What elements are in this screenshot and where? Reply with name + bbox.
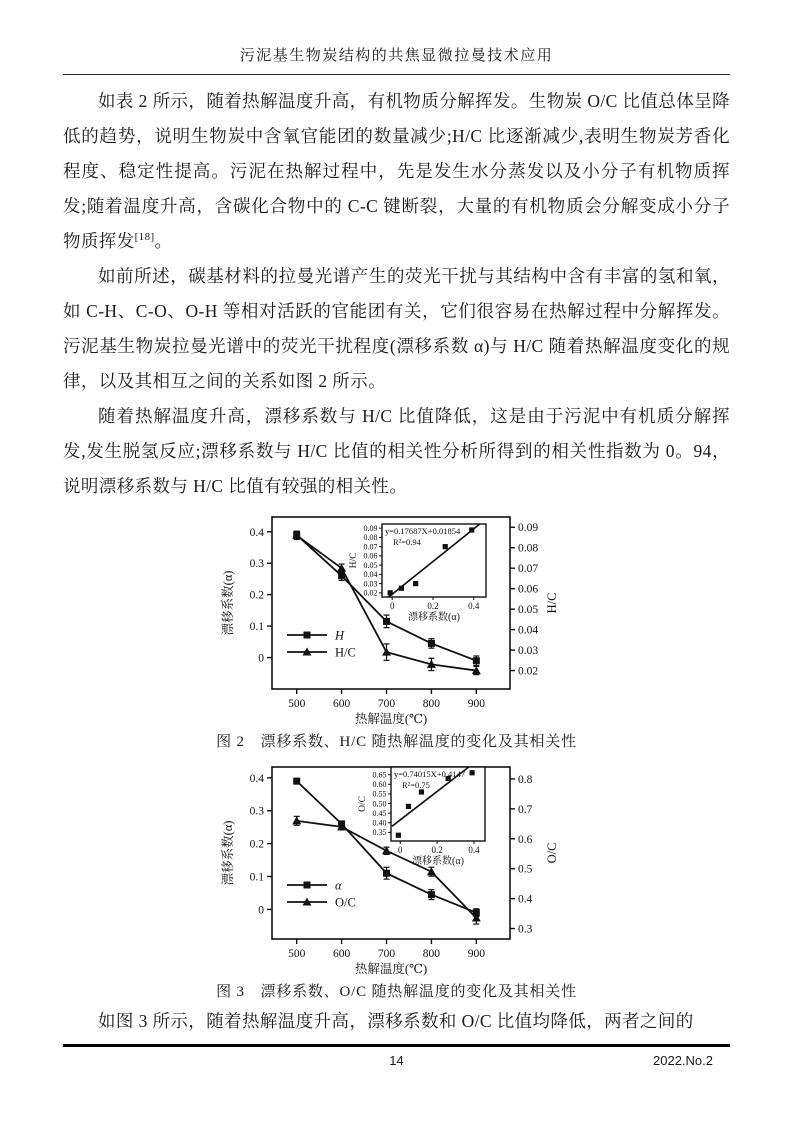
svg-text:0.2: 0.2 (430, 845, 443, 855)
svg-text:0.06: 0.06 (517, 583, 538, 596)
svg-text:0.6: 0.6 (517, 833, 532, 846)
legend (287, 629, 356, 660)
svg-text:0.07: 0.07 (517, 563, 538, 576)
figure-2 (63, 507, 730, 754)
svg-text:0.08: 0.08 (517, 542, 538, 555)
svg-text:0.3: 0.3 (249, 805, 264, 818)
svg-text:0: 0 (257, 652, 264, 665)
svg-text:700: 700 (377, 698, 395, 710)
svg-text:R²=0.94: R²=0.94 (392, 537, 421, 547)
footer-rule (63, 1044, 730, 1047)
svg-text:0.04: 0.04 (363, 570, 377, 580)
right-axis (510, 522, 559, 677)
svg-text:0.4: 0.4 (249, 772, 264, 785)
paragraph-2: 如前所述，碳基材料的拉曼光谱产生的荧光干扰与其结构中含有丰富的氢和氧，如 C-H、C-O、O-H 等相对活跃的官能团有关，它们很容易在热解过程中分解挥发。污泥基生物炭拉曼光谱中的荧光干扰程度(漂移系数 α)与 H/C 随着热解温度变化的规律，以及其相互之间的关系如图 2 所示。 (63, 266, 730, 391)
x-axis (288, 689, 485, 726)
svg-text:0.05: 0.05 (517, 604, 538, 617)
svg-text:H/C: H/C (334, 645, 356, 660)
svg-text:0.1: 0.1 (249, 871, 264, 884)
svg-text:0.5: 0.5 (517, 863, 532, 876)
svg-text:y=0.17687X+0.01854: y=0.17687X+0.01854 (384, 526, 460, 536)
left-axis (220, 773, 272, 917)
svg-text:α: α (334, 878, 342, 893)
svg-text:0.4: 0.4 (467, 601, 479, 611)
svg-text:0.06: 0.06 (363, 551, 377, 561)
svg-text:R²=0.75: R²=0.75 (401, 780, 430, 790)
svg-text:y=0.74015X+0.4147: y=0.74015X+0.4147 (393, 769, 465, 779)
svg-text:0.05: 0.05 (363, 560, 377, 570)
svg-text:800: 800 (422, 698, 440, 710)
svg-text:0: 0 (257, 904, 264, 917)
svg-text:漂移系数(α): 漂移系数(α) (220, 570, 235, 636)
svg-text:0.02: 0.02 (363, 588, 377, 598)
paragraph-1-text: 如表 2 所示，随着热解温度升高，有机物质分解挥发。生物炭 O/C 比值总体呈降低的趋势，说明生物炭中含氧官能团的数量减少;H/C 比逐渐减少,表明生物炭芳香化程度、稳定性提高。污泥在热解过程中，先是发生水分蒸发以及小分子有机物质挥发;随着温度升高，含碳化合物中的 C-C 键断裂，大量的有机物质会分解变成小分子物质挥发 (63, 91, 730, 251)
svg-text:0.7: 0.7 (517, 803, 532, 816)
svg-text:0.8: 0.8 (517, 773, 532, 786)
svg-text:0.65: 0.65 (372, 770, 386, 780)
svg-text:0.4: 0.4 (249, 526, 264, 539)
svg-text:O/C: O/C (357, 796, 368, 812)
svg-text:0.4: 0.4 (517, 893, 532, 906)
svg-text:900: 900 (467, 948, 485, 960)
svg-text:漂移系数(α): 漂移系数(α) (407, 612, 460, 623)
svg-text:0.3: 0.3 (517, 923, 532, 936)
svg-text:漂移系数(α): 漂移系数(α) (220, 820, 235, 886)
svg-text:0.04: 0.04 (517, 624, 538, 637)
svg-text:0.08: 0.08 (363, 533, 377, 543)
svg-text:0.03: 0.03 (363, 579, 377, 589)
svg-text:漂移系数(α): 漂移系数(α) (411, 856, 464, 867)
figure-2-chart (217, 507, 577, 731)
svg-text:0.40: 0.40 (372, 818, 386, 828)
svg-text:900: 900 (467, 698, 485, 710)
right-axis (510, 774, 559, 936)
svg-text:500: 500 (287, 698, 305, 710)
svg-text:O/C: O/C (334, 895, 356, 910)
paragraph-1 (63, 84, 730, 259)
svg-text:O/C: O/C (544, 842, 559, 864)
svg-text:0.55: 0.55 (372, 789, 386, 799)
svg-text:H/C: H/C (348, 552, 359, 569)
svg-text:700: 700 (377, 948, 395, 960)
paragraph-3: 随着热解温度升高，漂移系数与 H/C 比值降低，这是由于污泥中有机质分解挥发,发生脱氢反应;漂移系数与 H/C 比值的相关性分析所得到的相关性指数为 0。94，说明漂移系数与 H/C 比值有较强的相关性。 (63, 406, 730, 496)
svg-text:H: H (334, 628, 344, 643)
svg-text:0.3: 0.3 (249, 558, 264, 571)
citation-18: [18] (134, 231, 155, 244)
figure-3-caption: 图 3 漂移系数、O/C 随热解温度的变化及其相关性 (216, 984, 577, 1000)
svg-text:0.09: 0.09 (517, 522, 538, 535)
svg-text:0.45: 0.45 (372, 808, 386, 818)
svg-text:0.1: 0.1 (249, 621, 264, 634)
svg-text:0.60: 0.60 (372, 780, 386, 790)
figure-2-caption: 图 2 漂移系数、H/C 随热解温度的变化及其相关性 (216, 734, 577, 750)
svg-text:800: 800 (422, 948, 440, 960)
svg-text:热解温度(℃): 热解温度(℃) (354, 962, 427, 976)
svg-text:0.50: 0.50 (372, 799, 386, 809)
svg-text:0.09: 0.09 (363, 523, 377, 533)
legend (287, 879, 356, 910)
svg-text:600: 600 (332, 948, 350, 960)
svg-text:热解温度(℃): 热解温度(℃) (354, 712, 427, 726)
svg-text:0: 0 (389, 601, 394, 611)
svg-text:0: 0 (397, 845, 402, 855)
running-head: 污泥基生物炭结构的共焦显微拉曼技术应用 (239, 48, 554, 64)
svg-text:0.2: 0.2 (249, 838, 264, 851)
header-rule (63, 74, 730, 75)
svg-text:0.02: 0.02 (517, 665, 538, 678)
svg-text:H/C: H/C (544, 592, 559, 614)
svg-text:0.4: 0.4 (467, 845, 480, 855)
inset-correlation-plot (349, 524, 486, 623)
svg-text:0.35: 0.35 (372, 828, 386, 838)
issue-label: 2022.No.2 (653, 1053, 713, 1068)
svg-text:0.07: 0.07 (363, 542, 377, 552)
svg-text:500: 500 (287, 948, 305, 960)
svg-text:0.03: 0.03 (517, 645, 538, 658)
svg-text:0.2: 0.2 (426, 601, 439, 611)
paragraph-4: 如图 3 所示，随着热解温度升高，漂移系数和 O/C 比值均降低，两者之间的 (98, 1011, 694, 1031)
figure-3 (63, 757, 730, 1004)
body-text (63, 84, 730, 1039)
svg-text:0.2: 0.2 (249, 589, 264, 602)
inset-correlation-plot (358, 767, 485, 867)
page-number: 14 (389, 1053, 404, 1068)
left-axis (220, 527, 272, 665)
svg-text:600: 600 (332, 698, 350, 710)
figure-3-chart (217, 757, 577, 981)
paragraph-1-tail: 。 (154, 231, 173, 251)
x-axis (288, 939, 485, 976)
